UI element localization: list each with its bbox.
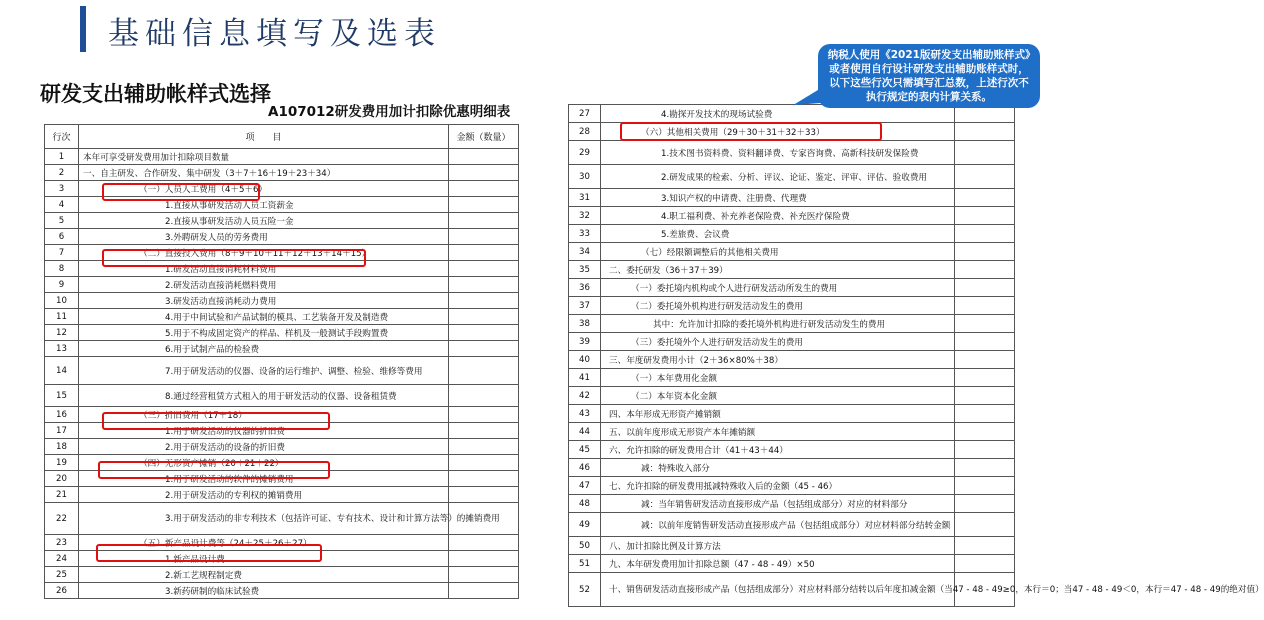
row-number: 36 (569, 279, 601, 297)
row-item: 3.知识产权的申请费、注册费、代理费 (601, 189, 955, 207)
row-item: 3.外聘研发人员的劳务费用 (79, 229, 449, 245)
amount-cell[interactable] (955, 243, 1015, 261)
row-number: 27 (569, 105, 601, 123)
row-item: 减：以前年度销售研发活动直接形成产品（包括组成部分）对应材料部分结转金额 (601, 513, 955, 537)
amount-cell[interactable] (449, 385, 519, 407)
row-item: 本年可享受研发费用加计扣除项目数量 (79, 149, 449, 165)
table-row (45, 229, 519, 245)
row-number: 34 (569, 243, 601, 261)
amount-cell[interactable] (449, 423, 519, 439)
row-number: 43 (569, 405, 601, 423)
row-number: 51 (569, 555, 601, 573)
table-row (569, 333, 1015, 351)
table-row (45, 567, 519, 583)
amount-cell[interactable] (449, 245, 519, 261)
section-title: 研发支出辅助帐样式选择 (40, 82, 271, 106)
row-number: 41 (569, 369, 601, 387)
amount-cell[interactable] (955, 513, 1015, 537)
row-item: 2.研发活动直接消耗燃料费用 (79, 277, 449, 293)
row-item: 1.技术图书资料费、资料翻译费、专家咨询费、高新科技研发保险费 (601, 141, 955, 165)
row-number: 1 (45, 149, 79, 165)
amount-cell[interactable] (449, 261, 519, 277)
table-row (569, 297, 1015, 315)
table-row (45, 325, 519, 341)
row-item: 九、本年研发费用加计扣除总额（47 - 48 - 49）×50 (601, 555, 955, 573)
amount-cell[interactable] (449, 293, 519, 309)
row-number: 21 (45, 487, 79, 503)
header-item: 项 目 (79, 125, 449, 149)
amount-cell[interactable] (449, 567, 519, 583)
row-number: 49 (569, 513, 601, 537)
row-item: 其中：允许加计扣除的委托境外机构进行研发活动发生的费用 (601, 315, 955, 333)
row-item: 四、本年形成无形资产摊销额 (601, 405, 955, 423)
table-row (569, 495, 1015, 513)
row-number: 13 (45, 341, 79, 357)
amount-cell[interactable] (449, 471, 519, 487)
amount-cell[interactable] (955, 333, 1015, 351)
table-row (45, 245, 519, 261)
table-row (569, 423, 1015, 441)
callout-text: 纳税人使用《2021版研发支出辅助账样式》或者使用自行设计研发支出辅助账样式时，以下这些行次只需填写汇总数，上述行次不执行规定的表内计算关系。 (827, 49, 1031, 103)
row-number: 17 (45, 423, 79, 439)
row-number: 7 (45, 245, 79, 261)
table-row (45, 455, 519, 471)
table-row (569, 537, 1015, 555)
table-row (569, 243, 1015, 261)
table-row (45, 583, 519, 599)
row-number: 29 (569, 141, 601, 165)
row-number: 15 (45, 385, 79, 407)
row-item: 三、年度研发费用小计（2＋36×80%＋38） (601, 351, 955, 369)
callout-bubble (818, 44, 1040, 108)
row-number: 32 (569, 207, 601, 225)
table-row (45, 213, 519, 229)
table-row (45, 503, 519, 535)
row-item: 六、允许扣除的研发费用合计（41＋43＋44） (601, 441, 955, 459)
row-item: 2.用于研发活动的设备的折旧费 (79, 439, 449, 455)
row-item: 减：特殊收入部分 (601, 459, 955, 477)
row-item: 二、委托研发（36＋37＋39） (601, 261, 955, 279)
table-row (45, 471, 519, 487)
row-number: 39 (569, 333, 601, 351)
table-row (569, 315, 1015, 333)
row-item: 2.直接从事研发活动人员五险一金 (79, 213, 449, 229)
row-item: 1.研发活动直接消耗材料费用 (79, 261, 449, 277)
row-number: 44 (569, 423, 601, 441)
row-item: 3.研发活动直接消耗动力费用 (79, 293, 449, 309)
row-item: 5.差旅费、会议费 (601, 225, 955, 243)
row-number: 40 (569, 351, 601, 369)
row-item: 1.直接从事研发活动人员工资薪金 (79, 197, 449, 213)
row-item: 2.新工艺规程制定费 (79, 567, 449, 583)
table-row (569, 555, 1015, 573)
amount-cell[interactable] (449, 325, 519, 341)
row-number: 16 (45, 407, 79, 423)
table-row (45, 487, 519, 503)
row-item: （二）委托境外机构进行研发活动发生的费用 (601, 297, 955, 315)
row-item: 八、加计扣除比例及计算方法 (601, 537, 955, 555)
row-item: （七）经限额调整后的其他相关费用 (601, 243, 955, 261)
row-item: 3.新药研制的临床试验费 (79, 583, 449, 599)
row-number: 37 (569, 297, 601, 315)
row-item: 七、允许扣除的研发费用抵减特殊收入后的金额（45 - 46） (601, 477, 955, 495)
amount-cell[interactable] (955, 165, 1015, 189)
amount-cell[interactable] (955, 537, 1015, 555)
amount-cell[interactable] (449, 341, 519, 357)
amount-cell[interactable] (955, 555, 1015, 573)
table-row (569, 351, 1015, 369)
amount-cell[interactable] (955, 477, 1015, 495)
amount-cell[interactable] (955, 297, 1015, 315)
table-row (569, 141, 1015, 165)
amount-cell[interactable] (955, 261, 1015, 279)
amount-cell[interactable] (955, 405, 1015, 423)
row-item: （三）委托境外个人进行研发活动发生的费用 (601, 333, 955, 351)
row-item: 1.用于研发活动的软件的摊销费用 (79, 471, 449, 487)
amount-cell[interactable] (955, 495, 1015, 513)
row-item: （四）无形资产摊销（20＋21＋22） (79, 455, 449, 471)
row-number: 25 (45, 567, 79, 583)
amount-cell[interactable] (449, 277, 519, 293)
row-number: 22 (45, 503, 79, 535)
row-number: 20 (45, 471, 79, 487)
table-row (569, 369, 1015, 387)
row-number: 12 (45, 325, 79, 341)
row-number: 5 (45, 213, 79, 229)
row-item: （二）直接投入费用（8＋9＋10＋11＋12＋13＋14＋15） (79, 245, 449, 261)
row-number: 31 (569, 189, 601, 207)
row-item: 1.新产品设计费 (79, 551, 449, 567)
row-number: 10 (45, 293, 79, 309)
table-row (569, 123, 1015, 141)
title-accent-bar (80, 6, 86, 52)
table-header-row (45, 125, 519, 149)
table-title: A107012研发费用加计扣除优惠明细表 (268, 104, 511, 120)
amount-cell[interactable] (449, 213, 519, 229)
row-item: （一）人员人工费用（4＋5＋6） (79, 181, 449, 197)
amount-cell[interactable] (449, 309, 519, 325)
amount-cell[interactable] (955, 141, 1015, 165)
row-number: 4 (45, 197, 79, 213)
table-row (45, 551, 519, 567)
row-number: 35 (569, 261, 601, 279)
row-item: 4.用于中间试验和产品试制的模具、工艺装备开发及制造费 (79, 309, 449, 325)
amount-cell[interactable] (955, 279, 1015, 297)
row-item: 2.研发成果的检索、分析、评议、论证、鉴定、评审、评估、验收费用 (601, 165, 955, 189)
table-row (45, 277, 519, 293)
amount-cell[interactable] (955, 459, 1015, 477)
table-row (569, 441, 1015, 459)
table-row (569, 165, 1015, 189)
amount-cell[interactable] (955, 207, 1015, 225)
row-number: 42 (569, 387, 601, 405)
row-item: （二）本年资本化金额 (601, 387, 955, 405)
table-row (45, 385, 519, 407)
row-item: 5.用于不构成固定资产的样品、样机及一般测试手段购置费 (79, 325, 449, 341)
amount-cell[interactable] (449, 149, 519, 165)
amount-cell[interactable] (449, 439, 519, 455)
table-row (569, 189, 1015, 207)
row-number: 48 (569, 495, 601, 513)
table-row (45, 439, 519, 455)
row-number: 18 (45, 439, 79, 455)
row-item: 8.通过经营租赁方式租入的用于研发活动的仪器、设备租赁费 (79, 385, 449, 407)
amount-cell[interactable] (449, 455, 519, 471)
table-row (569, 459, 1015, 477)
amount-cell[interactable] (449, 407, 519, 423)
amount-cell[interactable] (955, 351, 1015, 369)
table-row (45, 309, 519, 325)
amount-cell[interactable] (955, 369, 1015, 387)
row-item: 7.用于研发活动的仪器、设备的运行维护、调整、检验、维修等费用 (79, 357, 449, 385)
row-item: （一）委托境内机构或个人进行研发活动所发生的费用 (601, 279, 955, 297)
amount-cell[interactable] (449, 551, 519, 567)
row-item: 4.勘探开发技术的现场试验费 (601, 105, 955, 123)
row-item: 3.用于研发活动的非专利技术（包括许可证、专有技术、设计和计算方法等）的摊销费用 (79, 503, 449, 535)
left-detail-table (44, 124, 519, 599)
row-item: （五）新产品设计费等（24＋25＋26＋27） (79, 535, 449, 551)
amount-cell[interactable] (955, 123, 1015, 141)
right-detail-table (568, 104, 1264, 607)
amount-cell[interactable] (449, 165, 519, 181)
amount-cell[interactable] (449, 487, 519, 503)
table-row (569, 279, 1015, 297)
amount-cell[interactable] (449, 197, 519, 213)
table-row (45, 535, 519, 551)
amount-cell[interactable] (449, 181, 519, 197)
amount-cell[interactable] (955, 423, 1015, 441)
amount-cell[interactable] (449, 535, 519, 551)
row-number: 52 (569, 573, 601, 607)
row-number: 24 (45, 551, 79, 567)
row-number: 9 (45, 277, 79, 293)
row-number: 6 (45, 229, 79, 245)
row-number: 8 (45, 261, 79, 277)
row-number: 19 (45, 455, 79, 471)
table-row (569, 225, 1015, 243)
amount-cell[interactable] (449, 357, 519, 385)
row-number: 50 (569, 537, 601, 555)
row-number: 14 (45, 357, 79, 385)
amount-cell[interactable] (955, 189, 1015, 207)
row-item: （六）其他相关费用（29＋30＋31＋32＋33） (601, 123, 955, 141)
row-number: 46 (569, 459, 601, 477)
table-row (569, 207, 1015, 225)
row-item: 4.职工福利费、补充养老保险费、补充医疗保险费 (601, 207, 955, 225)
row-item: 减：当年销售研发活动直接形成产品（包括组成部分）对应的材料部分 (601, 495, 955, 513)
row-number: 33 (569, 225, 601, 243)
row-item: （三）折旧费用（17＋18） (79, 407, 449, 423)
table-row (45, 165, 519, 181)
table-row (45, 423, 519, 439)
amount-cell[interactable] (449, 583, 519, 599)
table-row (45, 293, 519, 309)
row-number: 23 (45, 535, 79, 551)
row-item: 1.用于研发活动的仪器的折旧费 (79, 423, 449, 439)
page-title: 基础信息填写及选表 (108, 16, 441, 52)
header-row-no: 行次 (45, 125, 79, 149)
table-row (45, 181, 519, 197)
row-number: 26 (45, 583, 79, 599)
header-amount: 金额（数量） (449, 125, 519, 149)
row-item: 一、自主研发、合作研发、集中研发（3＋7＋16＋19＋23＋34） (79, 165, 449, 181)
amount-cell[interactable] (955, 441, 1015, 459)
table-row (45, 341, 519, 357)
table-row (569, 261, 1015, 279)
table-row (45, 357, 519, 385)
row-number: 28 (569, 123, 601, 141)
row-item: 五、以前年度形成无形资产本年摊销额 (601, 423, 955, 441)
amount-cell[interactable] (955, 315, 1015, 333)
row-item: 2.用于研发活动的专利权的摊销费用 (79, 487, 449, 503)
row-number: 47 (569, 477, 601, 495)
table-row (569, 387, 1015, 405)
table-row (569, 513, 1015, 537)
row-number: 30 (569, 165, 601, 189)
row-number: 3 (45, 181, 79, 197)
table-row (569, 573, 1015, 607)
table-row (569, 477, 1015, 495)
row-item: 十、销售研发活动直接形成产品（包括组成部分）对应材料部分结转以后年度扣减金额（当47 - 48 - 49≥0，本行＝0；当47 - 48 - 49＜0，本行＝47 - 48 - 49的绝对值） (601, 573, 955, 607)
table-row (45, 407, 519, 423)
row-number: 11 (45, 309, 79, 325)
row-item: （一）本年费用化金额 (601, 369, 955, 387)
row-number: 38 (569, 315, 601, 333)
amount-cell[interactable] (449, 229, 519, 245)
amount-cell[interactable] (955, 387, 1015, 405)
table-row (569, 405, 1015, 423)
row-number: 2 (45, 165, 79, 181)
row-item: 6.用于试制产品的检验费 (79, 341, 449, 357)
table-row (45, 261, 519, 277)
amount-cell[interactable] (955, 225, 1015, 243)
table-row (45, 197, 519, 213)
table-row (45, 149, 519, 165)
row-number: 45 (569, 441, 601, 459)
